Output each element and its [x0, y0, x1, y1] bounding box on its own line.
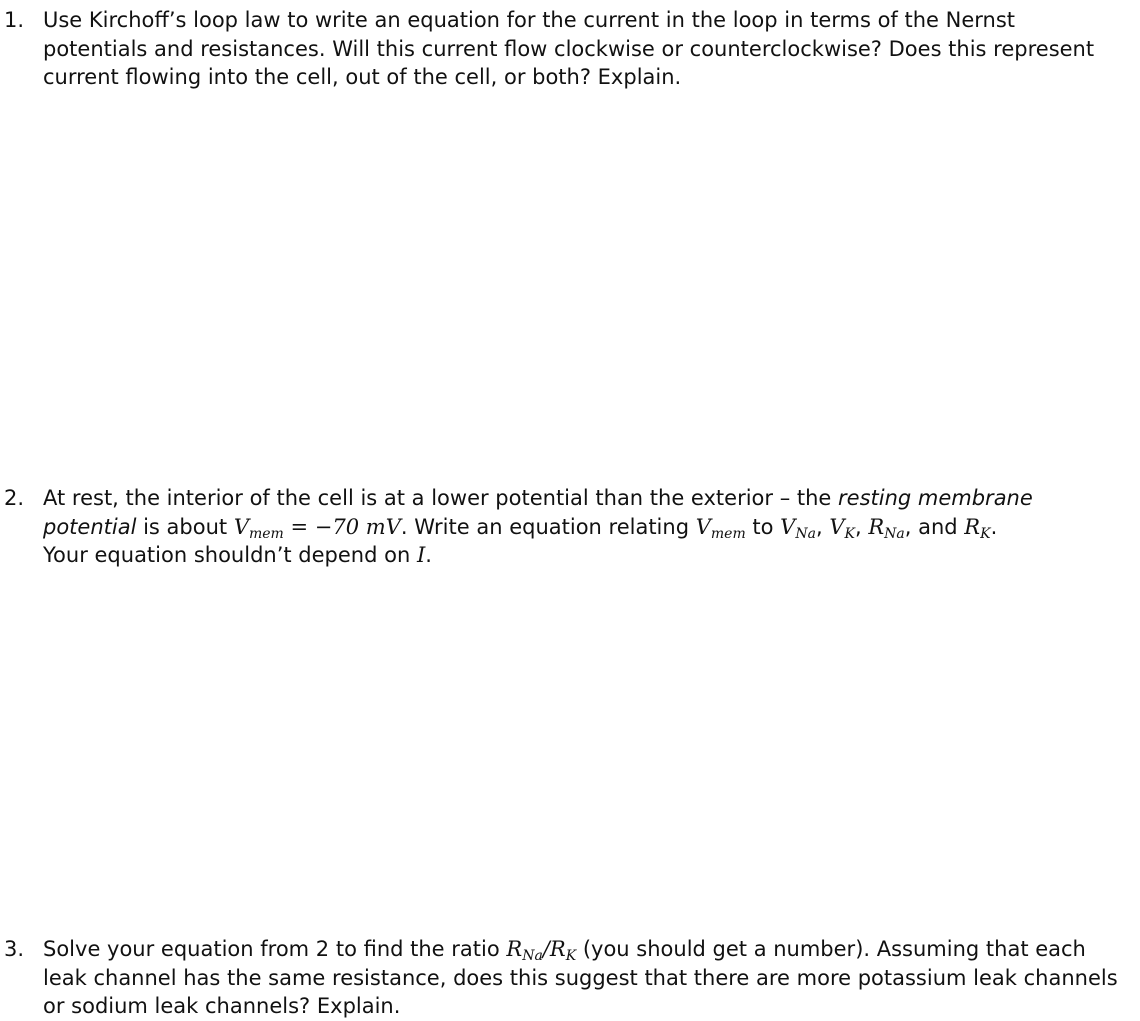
question-1 — [0, 6, 1120, 92]
math-rna: $R_{Na}$ — [868, 514, 905, 542]
text-segment: (you should get a number). Assuming that each leak channel has the same resistance, does this suggest that there are more potassium leak channels or sodium leak channels? Explain. — [43, 937, 1118, 1018]
question-number: 3. — [4, 937, 25, 961]
text-segment: Your equation shouldn’t depend on — [43, 543, 417, 567]
math-vmem: $V_{mem}$ — [695, 514, 746, 542]
math-vmem: $V_{mem}$ — [233, 514, 284, 542]
text-segment: is about — [136, 514, 234, 539]
period: . — [990, 514, 998, 539]
question-number: 1. — [4, 8, 25, 32]
math-slash: / — [542, 937, 550, 961]
separator: , — [815, 514, 830, 539]
math-vmem-value: = −70 mV — [290, 514, 401, 539]
question-text: Use Kirchoff’s loop law to write an equation for the current in the loop in terms of the Nernst potentials and resistances. Will this current flow clockwise or counterclockwise? Does this represent current flowing into the cell, out of the cell, or both? Explain. — [43, 8, 1095, 89]
text-segment: to — [745, 514, 781, 539]
text-segment: . Write an equation relating — [400, 514, 696, 539]
question-3 — [0, 935, 1120, 1021]
math-rna: $R_{Na}$ — [506, 937, 543, 964]
question-text — [43, 484, 1120, 570]
question-text — [43, 935, 1120, 1021]
text-segment: At rest, the interior of the cell is at a lower potential than the exterior – the — [43, 486, 839, 510]
emphasized-term: resting membrane potential — [43, 486, 1033, 539]
math-rk: $R_K$ — [549, 937, 577, 964]
math-current: I — [416, 543, 426, 567]
text-segment: Solve your equation from 2 to find the ratio — [43, 937, 507, 961]
math-vk: $V_K$ — [829, 514, 855, 542]
math-vna: $V_{Na}$ — [780, 514, 816, 542]
text-segment: , and — [904, 514, 965, 539]
separator: , — [854, 514, 869, 539]
math-rk: $R_K$ — [964, 514, 991, 542]
period: . — [425, 543, 432, 567]
question-2 — [0, 484, 1120, 570]
question-number: 2. — [4, 486, 25, 510]
